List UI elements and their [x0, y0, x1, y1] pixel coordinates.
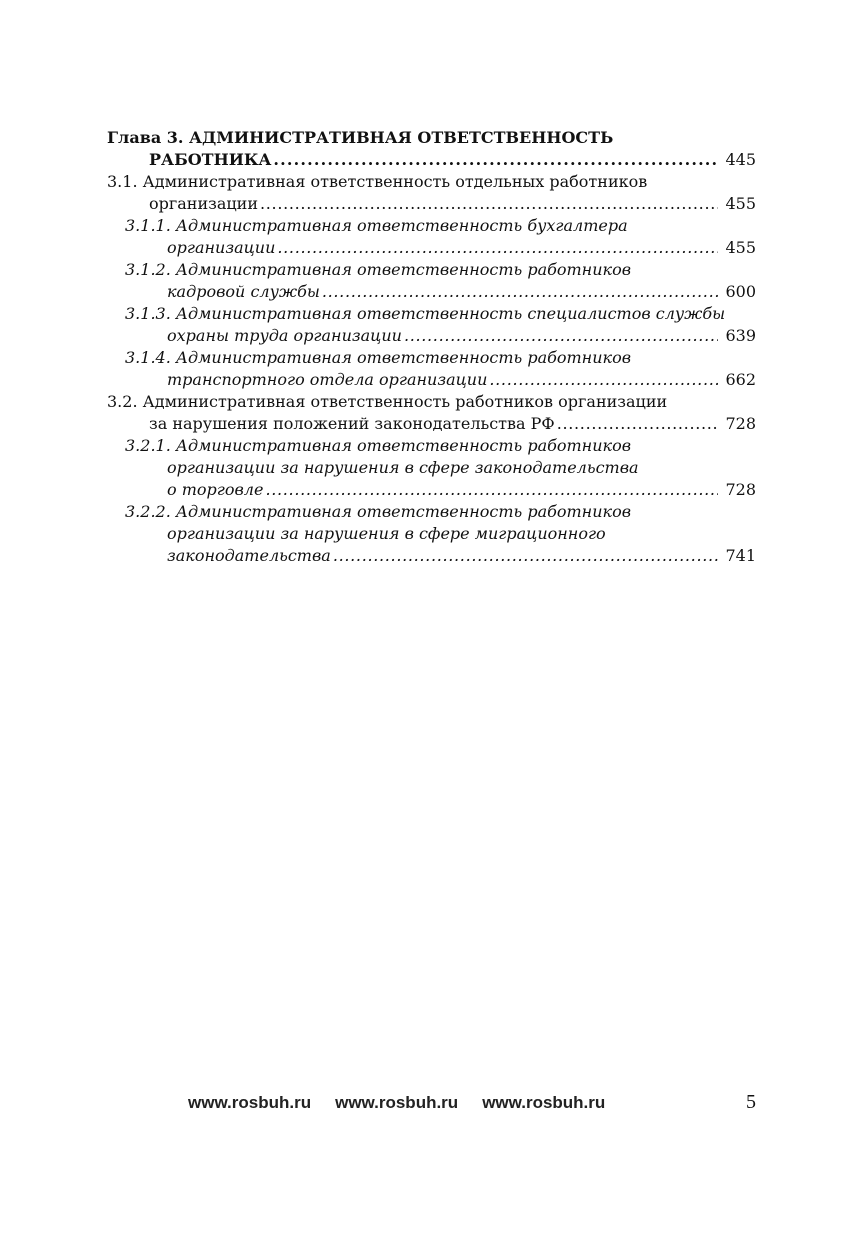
toc-entry-3-2-1[interactable]	[107, 435, 756, 501]
page-number: 728	[725, 480, 756, 499]
toc-entry-text: 3.2.1. Административная ответственность работников	[125, 436, 632, 455]
site-link[interactable]: www.rosbuh.ru	[335, 1093, 459, 1112]
toc-entry-text: Глава 3. АДМИНИСТРАТИВНАЯ ОТВЕТСТВЕННОСТЬ	[107, 128, 614, 147]
toc-entry-text: кадровой службы	[167, 282, 320, 301]
toc-entry-text: 3.2. Административная ответственность работников организации	[107, 392, 668, 411]
page-number: 445	[725, 150, 756, 169]
toc-entry-text: 3.1.1. Административная ответственность бухгалтера	[125, 216, 628, 235]
leader-dots	[404, 325, 718, 347]
leader-dots	[557, 413, 718, 435]
toc-entry-text: организации за нарушения в сфере законодательства	[167, 458, 639, 477]
toc-entry-3-1-3[interactable]	[107, 303, 756, 347]
toc-entry-text: законодательства	[167, 546, 331, 565]
leader-dots	[489, 369, 718, 391]
leader-dots	[322, 281, 718, 303]
page-number: 728	[725, 414, 756, 433]
toc-entry-3-1-4[interactable]	[107, 347, 756, 391]
page-footer	[0, 1093, 857, 1117]
leader-dots	[273, 149, 718, 171]
page-number: 741	[725, 546, 756, 565]
footer-links	[188, 1093, 629, 1113]
toc-entry-chapter-3[interactable]	[107, 127, 756, 171]
page-number: 455	[725, 238, 756, 257]
toc-entry-3-1-2[interactable]	[107, 259, 756, 303]
table-of-contents	[107, 127, 756, 567]
leader-dots	[277, 237, 718, 259]
toc-entry-text: РАБОТНИКА	[149, 150, 272, 169]
toc-entry-text: транспортного отдела организации	[167, 370, 488, 389]
toc-entry-3-2-2[interactable]	[107, 501, 756, 567]
toc-entry-text: 3.2.2. Административная ответственность работников	[125, 502, 632, 521]
toc-entry-text: за нарушения положений законодательства РФ	[149, 414, 555, 433]
page-number: 600	[725, 282, 756, 301]
toc-entry-text: 3.1. Административная ответственность отдельных работников	[107, 172, 648, 191]
page-number: 455	[725, 194, 756, 213]
leader-dots	[265, 479, 718, 501]
leader-dots	[260, 193, 718, 215]
toc-entry-text: 3.1.3. Административная ответственность специалистов службы	[125, 304, 726, 323]
toc-entry-text: организации	[167, 238, 276, 257]
site-link[interactable]: www.rosbuh.ru	[188, 1093, 312, 1112]
toc-entry-text: организации за нарушения в сфере миграционного	[167, 524, 606, 543]
toc-entry-text: 3.1.4. Административная ответственность работников	[125, 348, 632, 367]
page-number: 662	[725, 370, 756, 389]
toc-entry-text: 3.1.2. Административная ответственность работников	[125, 260, 632, 279]
site-link[interactable]: www.rosbuh.ru	[482, 1093, 606, 1112]
toc-entry-3-1[interactable]	[107, 171, 756, 215]
toc-entry-3-2[interactable]	[107, 391, 756, 435]
toc-entry-text: организации	[149, 194, 259, 213]
toc-entry-3-1-1[interactable]	[107, 215, 756, 259]
toc-entry-text: о торговле	[167, 480, 264, 499]
leader-dots	[333, 545, 718, 567]
toc-entry-text: охраны труда организации	[167, 326, 402, 345]
page-number: 639	[725, 326, 756, 345]
page-number-footer: 5	[746, 1091, 756, 1113]
